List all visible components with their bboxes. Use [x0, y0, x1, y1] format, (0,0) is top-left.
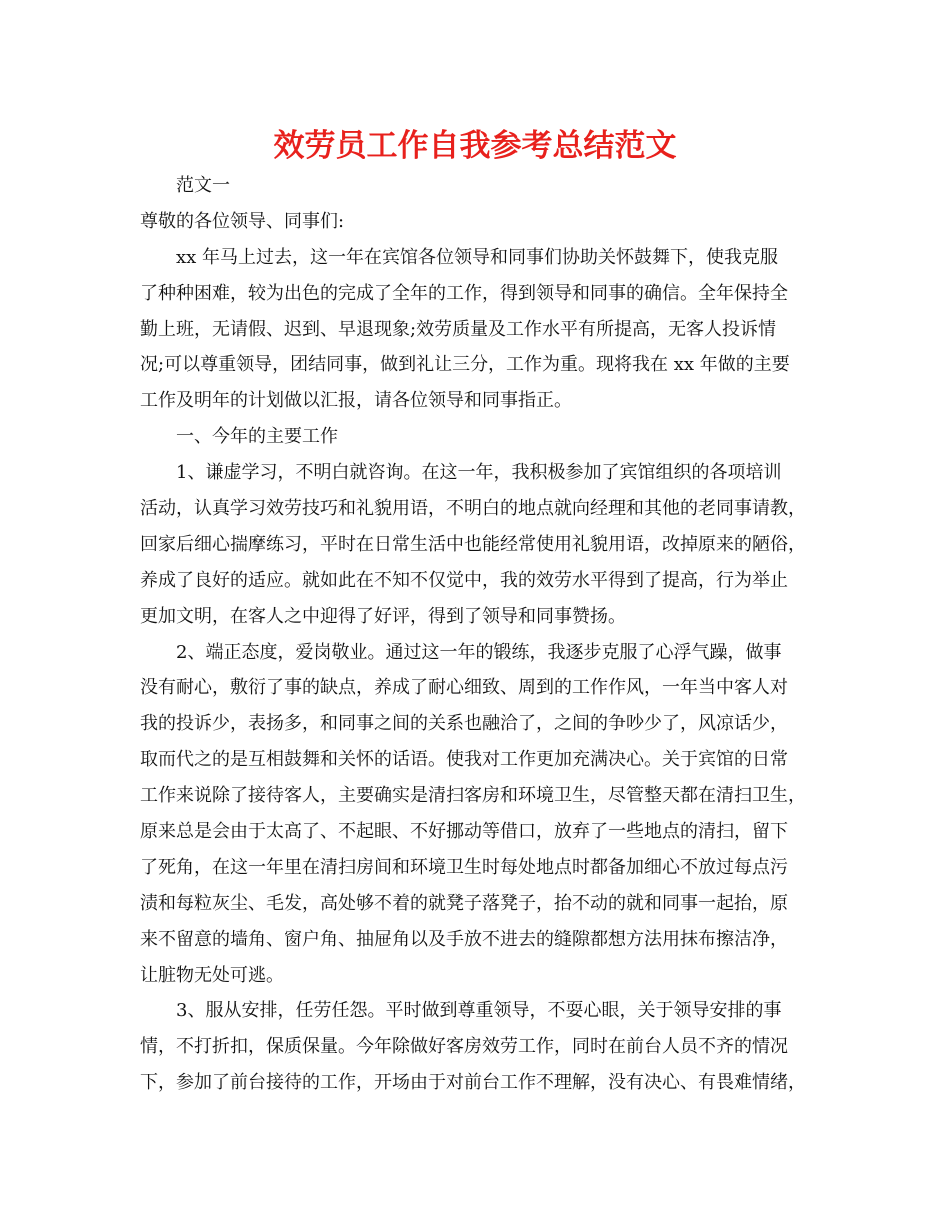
body-line: 范文一	[176, 175, 230, 196]
body-line: xx 年马上过去，这一年在宾馆各位领导和同事们协助关怀鼓舞下，使我克服	[176, 246, 779, 268]
body-line: 尊敬的各位领导、同事们:	[140, 210, 345, 232]
body-line: 取而代之的是互相鼓舞和关怀的话语。使我对工作更加充满决心。关于宾馆的日常	[140, 749, 788, 771]
body-line: 情，不打折扣，保质保量。今年除做好客房效劳工作，同时在前台人员不齐的情况	[140, 1036, 788, 1058]
body-line: 2、端正态度，爱岗敬业。通过这一年的锻练，我逐步克服了心浮气躁，做事	[176, 641, 782, 663]
body-line: 原来总是会由于太高了、不起眼、不好挪动等借口，放弃了一些地点的清扫，留下	[140, 821, 788, 843]
body-line: 渍和每粒灰尘、毛发，高处够不着的就凳子落凳子，抬不动的就和同事一起抬，原	[140, 892, 788, 914]
body-line: 一、今年的主要工作	[176, 426, 338, 448]
body-line: 况;可以尊重领导，团结同事，做到礼让三分，工作为重。现将我在 xx 年做的主要	[140, 354, 790, 376]
body-line: 工作及明年的计划做以汇报，请各位领导和同事指正。	[140, 390, 572, 412]
body-line: 1、谦虚学习，不明白就咨询。在这一年，我积极参加了宾馆组织的各项培训	[176, 462, 782, 484]
body-line: 让脏物无处可逃。	[140, 964, 284, 986]
body-line: 工作来说除了接待客人，主要确实是清扫客房和环境卫生，尽管整天都在清扫卫生，	[140, 785, 806, 807]
body-line: 了种种困难，较为出色的完成了全年的工作，得到领导和同事的确信。全年保持全	[140, 282, 788, 304]
body-line: 下，参加了前台接待的工作，开场由于对前台工作不理解，没有决心、有畏难情绪，	[140, 1072, 806, 1094]
body-line: 勤上班，无请假、迟到、早退现象;效劳质量及工作水平有所提高，无客人投诉情	[140, 318, 777, 340]
body-line: 养成了良好的适应。就如此在不知不仅觉中，我的效劳水平得到了提高，行为举止	[140, 569, 788, 591]
body-line: 更加文明，在客人之中迎得了好评，得到了领导和同事赞扬。	[140, 605, 626, 627]
body-line: 活动，认真学习效劳技巧和礼貌用语，不明白的地点就向经理和其他的老同事请教，	[140, 498, 806, 520]
body-line: 了死角，在这一年里在清扫房间和环境卫生时每处地点时都备加细心不放过每点污	[140, 856, 788, 878]
body-line: 没有耐心，敷衍了事的缺点，养成了耐心细致、周到的工作作风，一年当中客人对	[140, 677, 788, 699]
body-line: 回家后细心揣摩练习，平时在日常生活中也能经常使用礼貌用语，改掉原来的陋俗，	[140, 533, 806, 555]
body-line: 我的投诉少，表扬多，和同事之间的关系也融洽了，之间的争吵少了，风凉话少，	[140, 713, 788, 735]
body-line: 来不留意的墙角、窗户角、抽屉角以及手放不进去的缝隙都想方法用抹布擦洁净，	[140, 928, 788, 950]
document-body	[140, 168, 816, 1101]
document-title: 效劳员工作自我参考总结范文	[273, 128, 677, 164]
body-line: 3、服从安排，任劳任怨。平时做到尊重领导，不耍心眼，关于领导安排的事	[176, 1000, 782, 1022]
